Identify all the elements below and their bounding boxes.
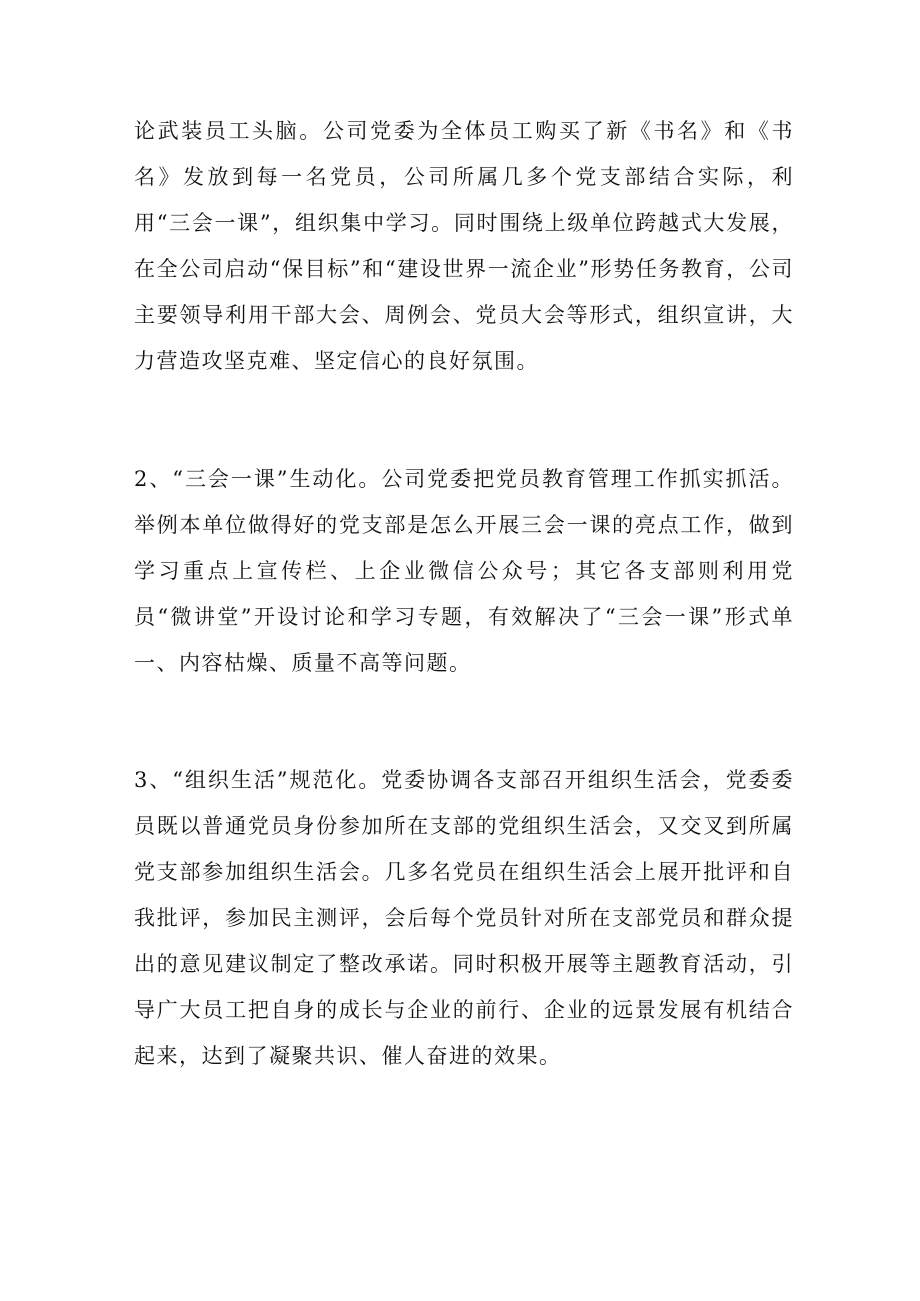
paragraph-organization-life: 3、“组织生活”规范化。党委协调各支部召开组织生活会，党委委员既以普通党员身份参加所在支部的党组织生活会，又交叉到所属党支部参加组织生活会。几多名党员在组织生活会上展开批评和自我批评，参加民主测评，会后每个党员针对所在支部党员和群众提出的意见建议制定了整改承诺。同时积极开展等主题教育活动，引导广大员工把自身的成长与企业的前行、企业的远景发展有机结合起来，达到了凝聚共识、催人奋进的效果。 bbox=[134, 768, 794, 1068]
paragraph-three-meetings: 2、“三会一课”生动化。公司党委把党员教育管理工作抓实抓活。举例本单位做得好的党支部是怎么开展三会一课的亮点工作，做到学习重点上宣传栏、上企业微信公众号；其它各支部则利用党员“微讲堂”开设讨论和学习专题，有效解决了“三会一课”形式单一、内容枯燥、质量不高等问题。 bbox=[134, 467, 794, 675]
paragraph-intro: 论武装员工头脑。公司党委为全体员工购买了新《书名》和《书名》发放到每一名党员，公司所属几多个党支部结合实际，利用“三会一课”，组织集中学习。同时围绕上级单位跨越式大发展，在全公司启动“保目标”和“建设世界一流企业”形势任务教育，公司主要领导利用干部大会、周例会、党员大会等形式，组织宣讲，大力营造攻坚克难、坚定信心的良好氛围。 bbox=[134, 119, 794, 373]
